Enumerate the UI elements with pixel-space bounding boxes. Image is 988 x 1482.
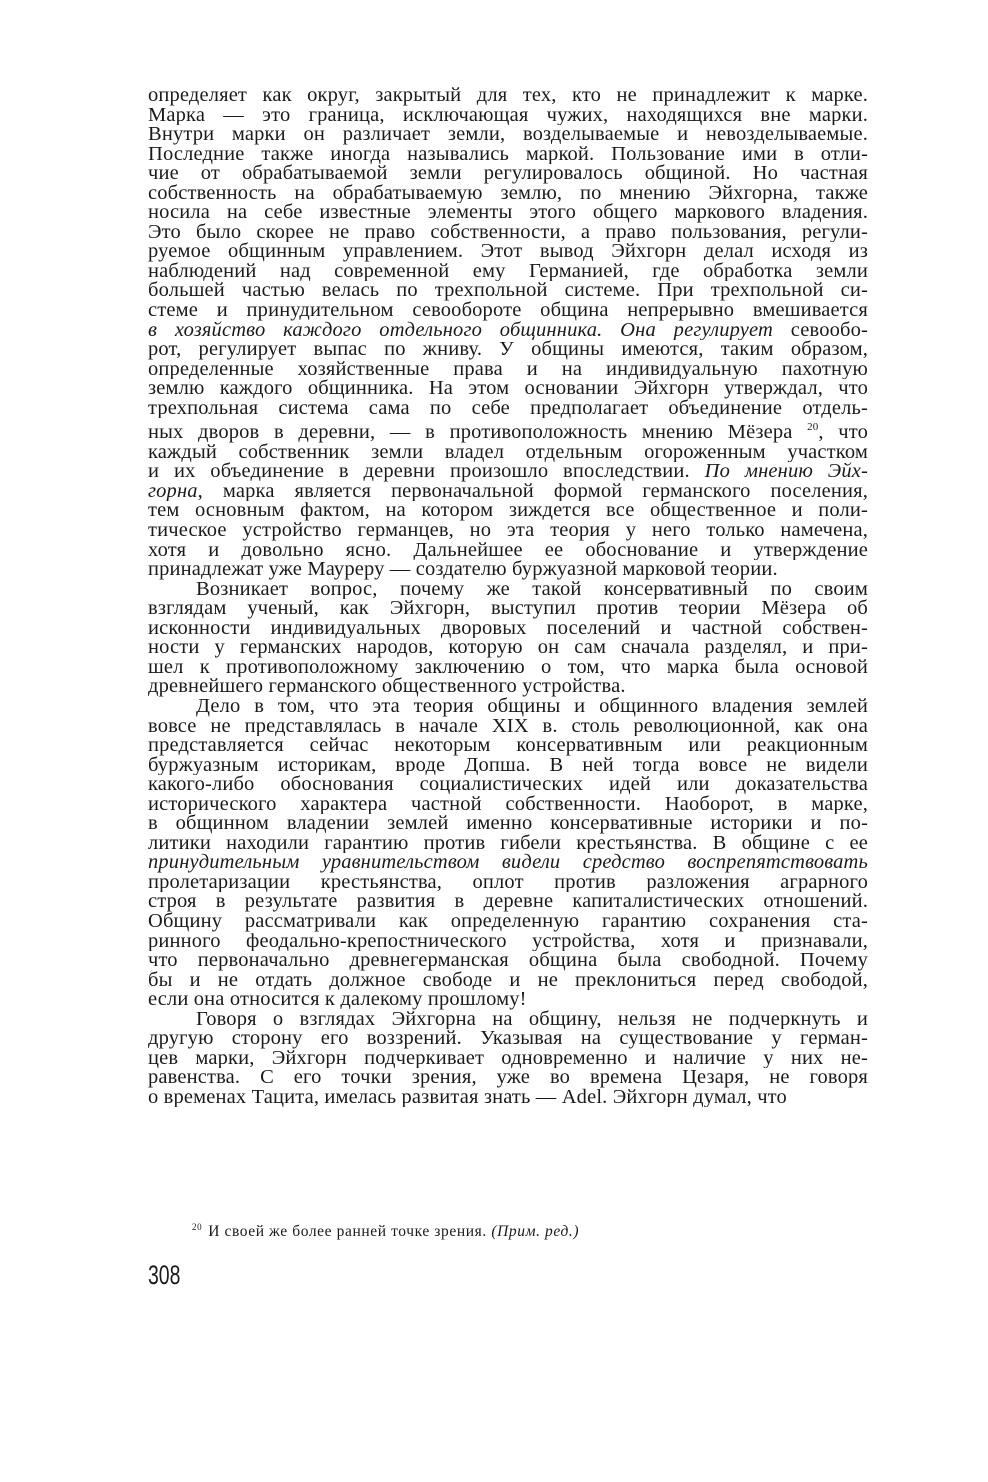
text-line: трехпольная система сама по себе предполагает объединение отдель-: [148, 398, 868, 419]
text-line: каждый собственник земли владел отдельным огороженным участком: [148, 442, 868, 463]
text-line: представляется сейчас некоторым консервативным или реакционным: [148, 736, 868, 756]
text-line: Возникает вопрос, почему же такой консервативный по своим: [196, 579, 868, 600]
text-line: исторического характера частной собственности. Наоборот, в марке,: [148, 794, 868, 815]
text-line: носила на себе известные элементы этого общего маркового владения.: [148, 203, 868, 223]
text-line: ности у германских народов, которую он сам сначала разделял, и при-: [148, 638, 868, 658]
footnote-marker: 20: [192, 1222, 203, 1232]
page-number: 308: [148, 1260, 181, 1290]
text-line: горна, марка является первоначальной формой германского поселения,: [148, 481, 868, 502]
page-body: [148, 86, 868, 1107]
paragraph: [148, 580, 868, 697]
text-line: равенства. С его точки зрения, уже во времена Цезаря, не говоря: [148, 1068, 868, 1088]
text-column: [148, 86, 868, 1107]
text-line: если она относится к далекому прошлому!: [148, 990, 527, 1010]
text-line: Марка — это граница, исключающая чужих, находящихся вне марки.: [148, 105, 868, 126]
paragraph: [148, 86, 868, 580]
text-line: Последние также иногда назывались маркой. Пользование ими в отли-: [148, 144, 868, 165]
text-line: большей частью велась по трехпольной системе. При трехпольной си-: [148, 281, 868, 302]
text-line: цев марки, Эйхгорн подчеркивает одновременно и наличие у них не-: [148, 1048, 868, 1069]
text-line: определенные хозяйственные права и на индивидуальную пахотную: [148, 359, 868, 380]
text-line: Внутри марки он различает земли, возделываемые и невозделываемые.: [148, 125, 868, 145]
text-line: исконности индивидуальных дворовых поселений и частной собствен-: [148, 618, 868, 639]
footnote: [192, 1222, 579, 1241]
text-line: Дело в том, что эта теория общины и общинного владения землей: [196, 696, 868, 717]
text-line: стеме и принудительном севообороте община непрерывно вмешивается: [148, 301, 868, 321]
text-line: в общинном владении землей именно консервативные историки и по-: [148, 814, 868, 834]
text-line: шел к противоположному заключению о том, что марка была основой: [148, 657, 868, 678]
text-line: собственность на обрабатываемую землю, по мнению Эйхгорна, также: [148, 183, 868, 204]
text-line: наблюдений над современной ему Германией, где обработка земли: [148, 261, 868, 282]
text-line: землю каждого общинника. На этом основании Эйхгорн утверждал, что: [148, 379, 868, 399]
text-line: пролетаризации крестьянства, оплот против разложения аграрного: [148, 872, 868, 893]
text-line: рот, регулирует выпас по жниву. У общины имеются, таким образом,: [148, 340, 868, 360]
text-line: и их объединение в деревни произошло впоследствии. По мнению Эйх-: [148, 462, 868, 482]
text-line: в хозяйство каждого отдельного общинника. Она регулирует севообо-: [148, 320, 868, 341]
text-line: что первоначально древнегерманская община была свободной. Почему: [148, 951, 868, 971]
text-line: взглядам ученый, как Эйхгорн, выступил против теории Мёзера об: [148, 599, 868, 619]
text-line: строя в результате развития в деревне капиталистических отношений.: [148, 892, 868, 912]
text-line: древнейшего германского общественного устройства.: [148, 677, 626, 697]
text-line: тическое устройство германцев, но эта теория у него только намечена,: [148, 521, 868, 541]
paragraph: [148, 697, 868, 1010]
footnote-editor-note: (Прим. ред.): [491, 1223, 580, 1240]
footnote-text: И своей же более ранней точке зрения.: [208, 1223, 487, 1240]
paragraph: [148, 1010, 868, 1108]
text-line: определяет как округ, закрытый для тех, кто не принадлежит к марке.: [148, 86, 868, 106]
text-line: ных дворов в деревни, — в противоположность мнению Мёзера $^{20}$, что: [148, 421, 868, 443]
text-line: тем основным фактом, на котором зиждется все общественное и поли-: [148, 501, 868, 522]
text-line: принадлежат уже Мауреру — создателю буржуазной марковой теории.: [148, 560, 778, 580]
text-line: бы и не отдать должное свободе и не преклониться перед свободой,: [148, 970, 868, 991]
text-line: Говоря о взглядах Эйхгорна на общину, нельзя не подчеркнуть и: [196, 1009, 868, 1030]
text-line: руемое общинным управлением. Этот вывод Эйхгорн делал исходя из: [148, 242, 868, 262]
text-line: вовсе не представлялась в начале XIX в. столь революционной, как она: [148, 716, 868, 737]
text-line: чие от обрабатываемой земли регулировалось общиной. Но частная: [148, 164, 868, 184]
text-line: Общину рассматривали как определенную гарантию сохранения ста-: [148, 911, 868, 932]
text-line: другую сторону его воззрений. Указывая на существование у герман-: [148, 1029, 868, 1049]
text-line: ринного феодально-крепостнического устройства, хотя и признавали,: [148, 931, 868, 952]
text-line: о временах Тацита, имелась развитая знать — Adel. Эйхгорн думал, что: [148, 1087, 787, 1108]
text-line: хотя и довольно ясно. Дальнейшее ее обоснование и утверждение: [148, 540, 868, 561]
text-line: литики находили гарантию против гибели крестьянства. В общине с ее: [148, 833, 868, 854]
text-line: какого-либо обоснования социалистических идей или доказательства: [148, 775, 868, 795]
text-line: Это было скорее не право собственности, а право пользования, регули-: [148, 222, 868, 243]
text-line: принудительным уравнительством видели средство воспрепятствовать: [148, 853, 868, 873]
text-line: буржуазным историкам, вроде Допша. В ней тогда вовсе не видели: [148, 755, 868, 776]
